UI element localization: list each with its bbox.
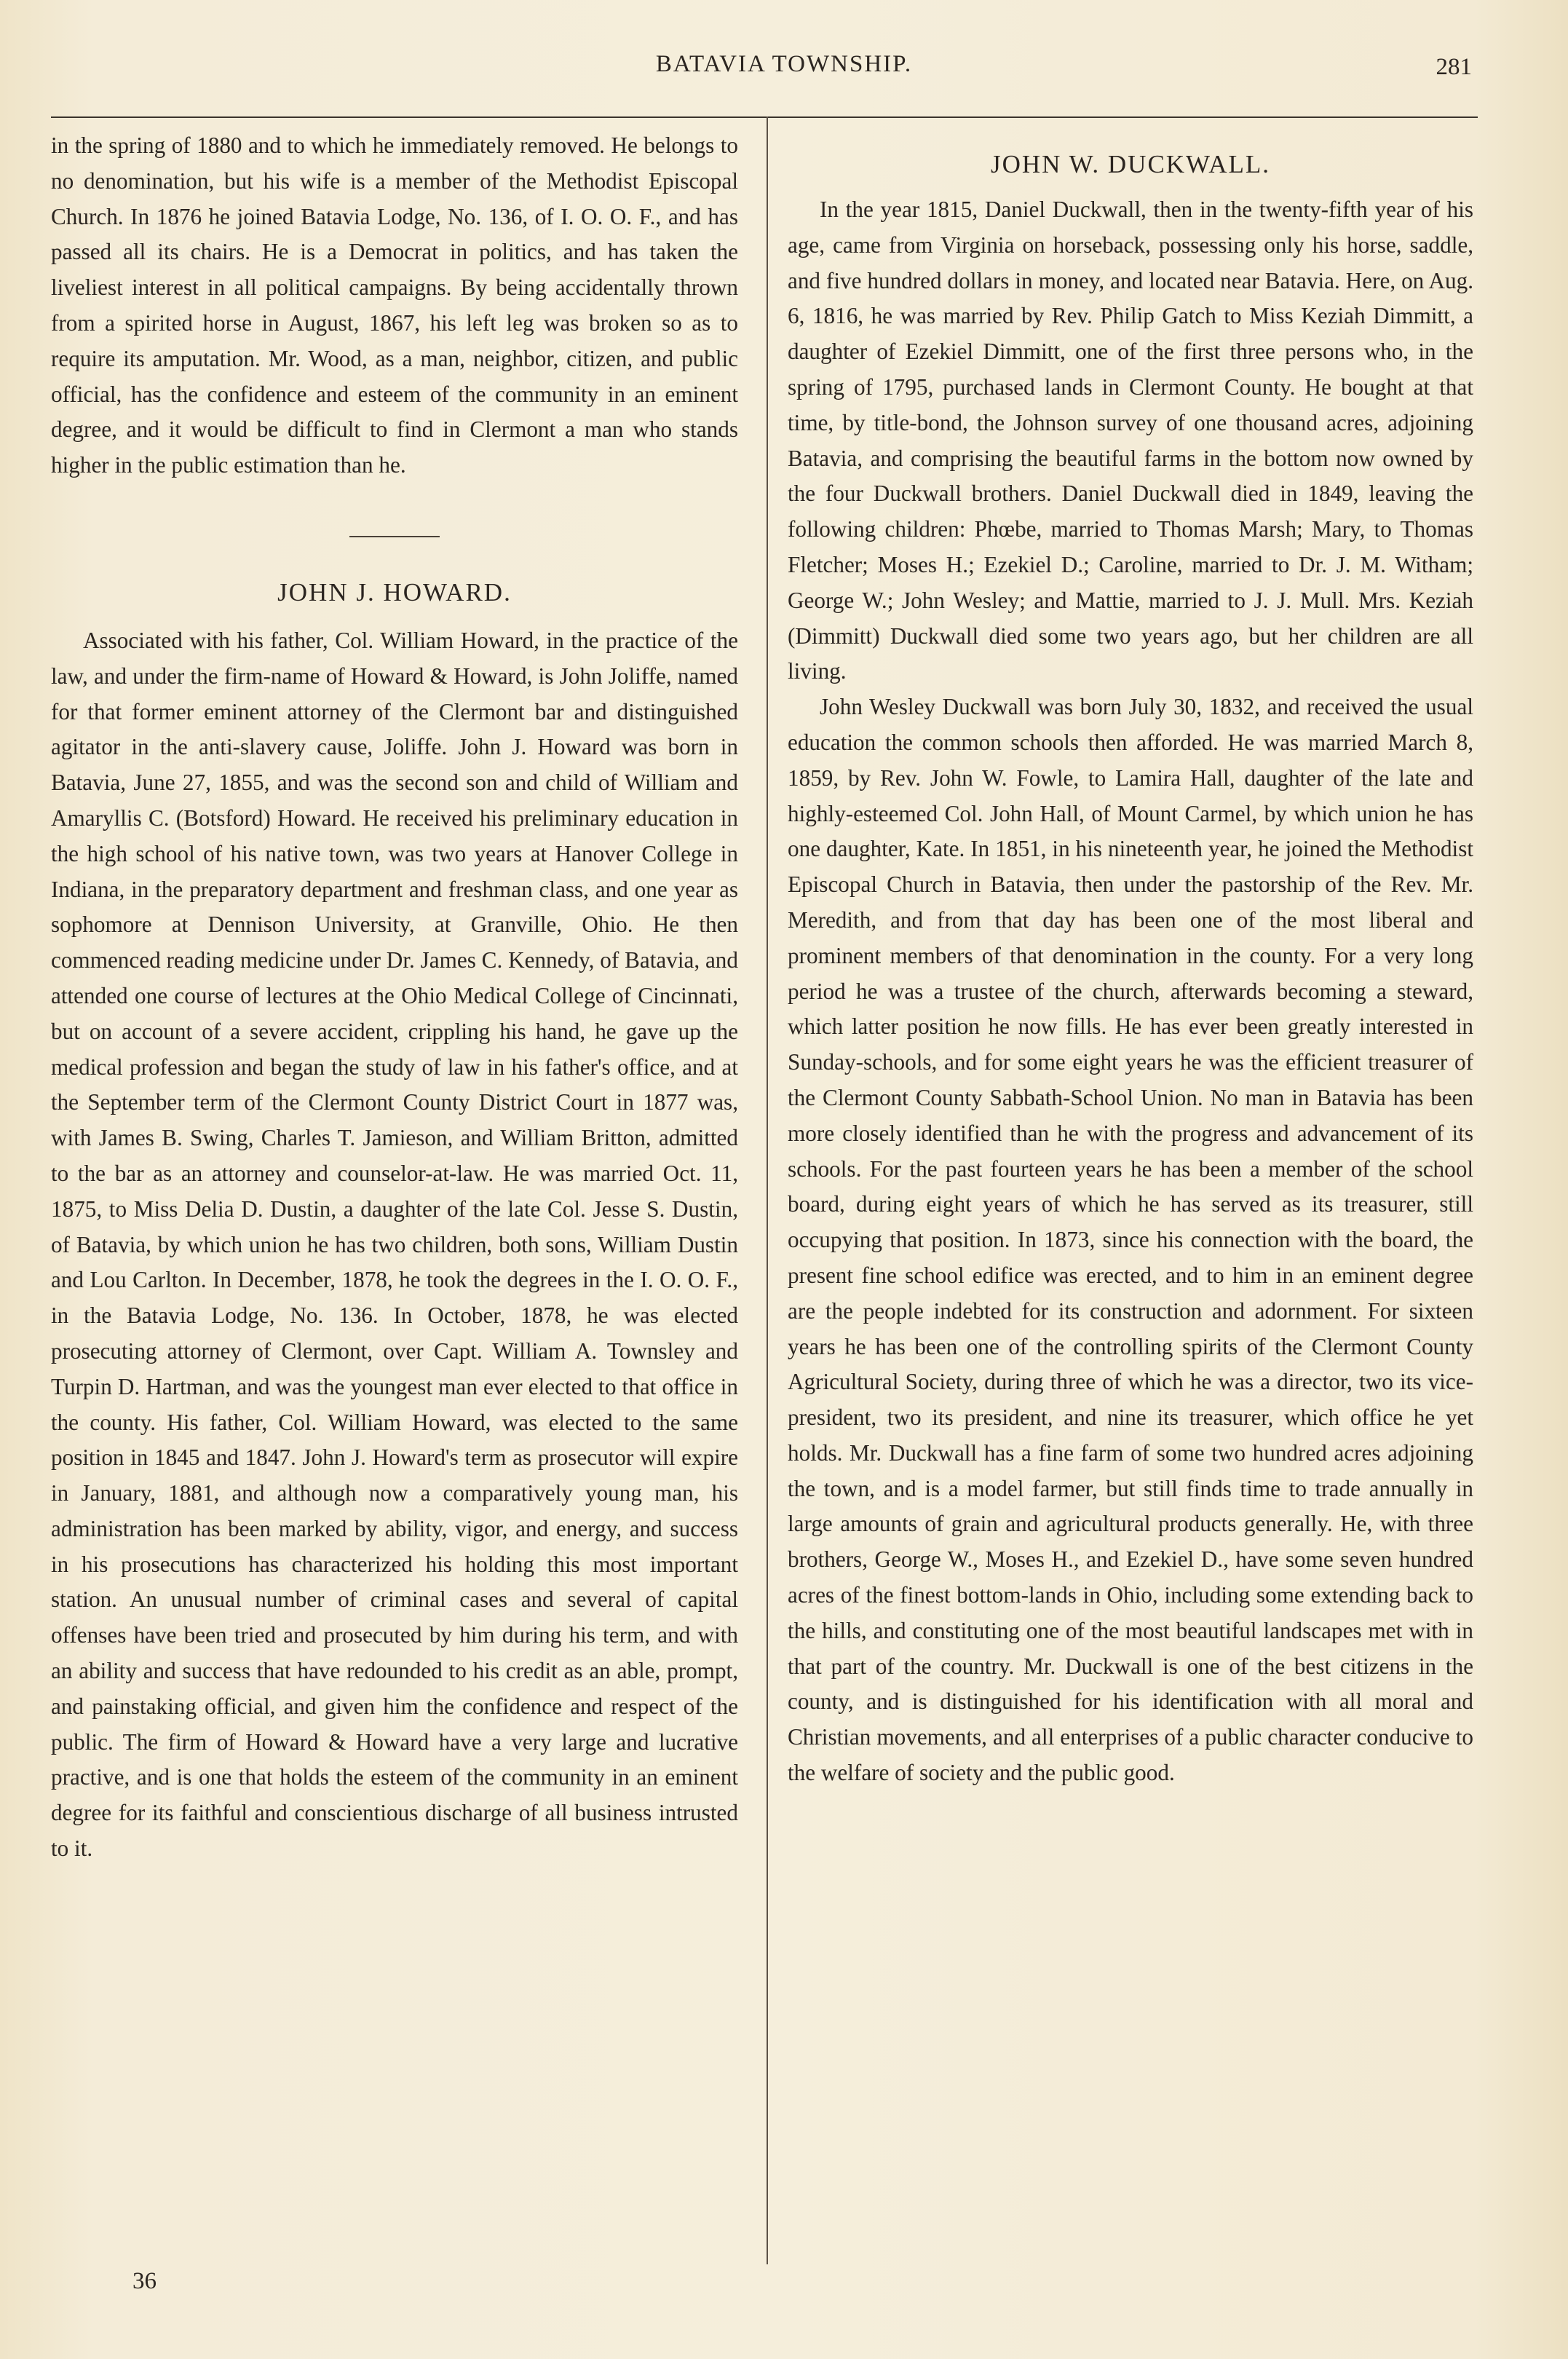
right-column: [788, 128, 1473, 1791]
page-number: 281: [1436, 54, 1472, 80]
section-heading-howard: JOHN J. HOWARD.: [277, 577, 512, 606]
header-rule: [51, 116, 1478, 118]
running-head: [0, 51, 1568, 95]
column-divider: [767, 116, 768, 2264]
duckwall-paragraph-2: John Wesley Duckwall was born July 30, 1832, and received the usual education the common schools then afforded. He was married March 8, 1859, by Rev. John W. Fowle, to Lamira Hall, daughter of the late and highly-esteemed Col. John Hall, of Mount Carmel, by which union he has one daughter, Kate. In 1851, in his nineteenth year, he joined the Methodist Episcopal Church in Batavia, then under the pastorship of the Rev. Mr. Meredith, and from that day has been one of the most liberal and prominent members of that denomination in the county. For a very long period he was a trustee of the church, afterwards becoming a steward, which latter position he now fills. He has ever been greatly interested in Sunday-schools, and for some eight years he was the efficient treasurer of the Clermont County Sabbath-School Union. No man in Batavia has been more closely identified than he with the progress and advancement of its schools. For the past fourteen years he has been a member of the school board, during eight years of which he has served as its treasurer, still occupying that position. In 1873, since his connection with the board, the present fine school edifice was erected, and to him in an eminent degree are the people indebted for its construction and adornment. For sixteen years he has been one of the controlling spirits of the Clermont County Agricultural Society, during three of which he was a director, two its vice-president, two its president, and nine its treasurer, which office he yet holds. Mr. Duckwall has a fine farm of some two hundred acres adjoining the town, and is a model farmer, but still finds time to trade annually in large amounts of grain and agricultural products generally. He, with three brothers, George W., Moses H., and Ezekiel D., have some seven hundred acres of the finest bottom-lands in Ohio, including some extending back to the hills, and constituting one of the most beautiful landscapes met with in that part of the country. Mr. Duckwall is one of the best citizens in the county, and is distinguished for his identification with all moral and Christian movements, and all enterprises of a public character conducive to the welfare of society and the public good.: [788, 694, 1473, 1786]
duckwall-paragraph-1: In the year 1815, Daniel Duckwall, then in the twenty-fifth year of his age, came from Virginia on horseback, possessing only his horse, saddle, and five hundred dollars in money, and located near Batavia. Here, on Aug. 6, 1816, he was married by Rev. Philip Gatch to Miss Keziah Dimmitt, a daughter of Ezekiel Dimmitt, one of the first three persons who, in the spring of 1795, purchased lands in Clermont County. He bought at that time, by title-bond, the Johnson survey of one thousand acres, adjoining Batavia, and comprising the beautiful farms in the bottom now owned by the four Duckwall brothers. Daniel Duckwall died in 1849, leaving the following children: Phœbe, married to Thomas Marsh; Mary, to Thomas Fletcher; Moses H.; Ezekiel D.; Caroline, married to Dr. J. M. Witham; George W.; John Wesley; and Mattie, married to J. J. Mull. Mrs. Keziah (Dimmitt) Duckwall died some two years ago, but her children are all living.: [788, 197, 1473, 684]
left-column: [51, 128, 738, 1867]
running-title: BATAVIA TOWNSHIP.: [655, 51, 913, 77]
printer-signature-mark: 36: [132, 2268, 157, 2294]
continued-paragraph: in the spring of 1880 and to which he immediately removed. He belongs to no denomination, but his wife is a member of the Methodist Episcopal Church. In 1876 he joined Batavia Lodge, No. 136, of I. O. O. F., and has passed all its chairs. He is a Democrat in politics, and has taken the liveliest interest in all political campaigns. By being accidentally thrown from a spirited horse in August, 1867, his left leg was broken so as to require its amputation. Mr. Wood, as a man, neighbor, citizen, and public official, has the confidence and esteem of the community in an eminent degree, and it would be difficult to find in Clermont a man who stands higher in the public estimation than he.: [51, 133, 738, 478]
howard-biography: Associated with his father, Col. William Howard, in the practice of the law, and under the firm-name of Howard & Howard, is John Joliffe, named for that former eminent attorney of the Clermont bar and distinguished agitator in the anti-slavery cause, Joliffe. John J. Howard was born in Batavia, June 27, 1855, and was the second son and child of William and Amaryllis C. (Botsford) Howard. He received his preliminary education in the high school of his native town, was two years at Hanover College in Indiana, in the preparatory department and freshman class, and one year as sophomore at Dennison University, at Granville, Ohio. He then commenced reading medicine under Dr. James C. Kennedy, of Batavia, and attended one course of lectures at the Ohio Medical College of Cincinnati, but on account of a severe accident, crippling his hand, he gave up the medical profession and began the study of law in his father's office, and at the September term of the Clermont County District Court in 1877 was, with James B. Swing, Charles T. Jamieson, and William Britton, admitted to the bar as an attorney and counselor-at-law. He was married Oct. 11, 1875, to Miss Delia D. Dustin, a daughter of the late Col. Jesse S. Dustin, of Batavia, by which union he has two children, both sons, William Dustin and Lou Carlton. In December, 1878, he took the degrees in the I. O. O. F., in the Batavia Lodge, No. 136. In October, 1878, he was elected prosecuting attorney of Clermont, over Capt. William A. Townsley and Turpin D. Hartman, and was the youngest man ever elected to that office in the county. His father, Col. William Howard, was elected to the same position in 1845 and 1847. John J. Howard's term as prosecutor will expire in January, 1881, and although now a comparatively young man, his administration has been marked by ability, vigor, and energy, and success in his prosecutions has characterized his holding this most important station. An unusual number of criminal cases and several of capital offenses have been tried and prosecuted by him during his term, and with an ability and success that have redounded to his credit as an able, prompt, and painstaking official, and given him the confidence and respect of the public. The firm of Howard & Howard have a very large and lucrative practive, and is one that holds the esteem of the community in an eminent degree for its faithful and conscientious discharge of all business intrusted to it.: [51, 627, 738, 1862]
section-separator: [349, 536, 440, 537]
section-heading-duckwall: JOHN W. DUCKWALL.: [991, 150, 1270, 178]
